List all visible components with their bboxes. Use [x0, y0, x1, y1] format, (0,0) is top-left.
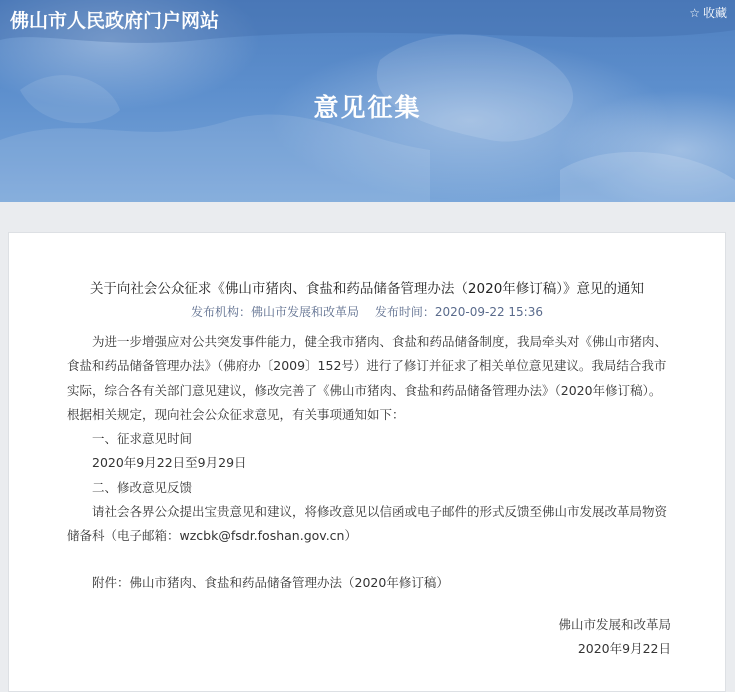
- date-label: 发布时间：: [374, 305, 435, 319]
- section-heading-time: 一、征求意见时间: [92, 431, 193, 447]
- page-heading: 意见征集: [313, 93, 422, 122]
- attachment-link[interactable]: 附件：佛山市猪肉、食盐和药品储备管理办法（2020年修订稿）: [92, 574, 449, 590]
- signature-date: 2020年9月22日: [577, 641, 671, 657]
- publisher-label: 发布机构：: [190, 305, 251, 319]
- section-heading-feedback: 二、修改意见反馈: [92, 479, 193, 495]
- paragraph-time: 2020年9月22日至9月29日: [92, 455, 247, 471]
- spacer: [67, 549, 671, 571]
- date-info: [375, 305, 543, 319]
- date-value: 2020-09-22 15:36: [434, 305, 543, 319]
- publisher-info: [191, 305, 359, 319]
- article-body: [67, 330, 671, 662]
- spacer: [67, 595, 671, 613]
- star-icon: ☆: [689, 5, 700, 20]
- favorite-button[interactable]: [689, 4, 727, 21]
- feedback-text: 请社会各界公众提出宝贵意见和建议，将修改意见以信函或电子邮件的形式反馈至佛山市发展改革局物资储备科（电子邮箱：: [67, 504, 668, 544]
- feedback-text-end: ）: [344, 528, 357, 544]
- header-banner: [0, 0, 735, 202]
- article-panel: [8, 232, 726, 692]
- article-meta: [9, 303, 725, 320]
- article-title: 关于向社会公众征求《佛山市猪肉、食盐和药品储备管理办法（2020年修订稿）》意见的通知: [89, 281, 645, 297]
- paragraph-intro: 为进一步增强应对公共突发事件能力，健全我市猪肉、食盐和药品储备制度，我局牵头对《佛山市猪肉、食盐和药品储备管理办法》（佛府办〔2009〕152号）进行了修订并征求了相关单位意见建议。我局结合我市实际，综合各有关部门意见建议，修改完善了《佛山市猪肉、食盐和药品储备管理办法》（2020年修订稿）。根据相关规定，现向社会公众征求意见，有关事项通知如下：: [67, 334, 668, 422]
- site-title[interactable]: 佛山市人民政府门户网站: [10, 10, 220, 32]
- paragraph-feedback: [67, 500, 671, 549]
- favorite-label: 收藏: [702, 6, 727, 20]
- email-link[interactable]: wzcbk@fsdr.foshan.gov.cn: [179, 528, 345, 544]
- signature: 佛山市发展和改革局: [558, 616, 671, 632]
- publisher-value: 佛山市发展和改革局: [251, 305, 360, 319]
